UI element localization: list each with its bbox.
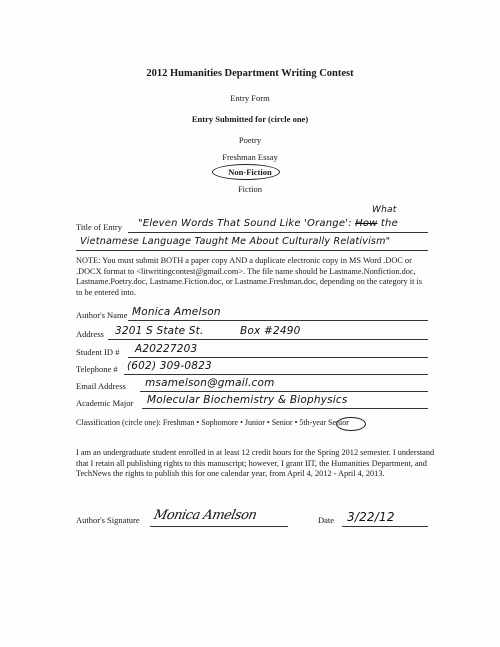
date-line	[342, 526, 428, 527]
title-label: Title of Entry	[76, 222, 122, 232]
contest-title: 2012 Humanities Department Writing Contest	[146, 68, 354, 79]
title-line1-text: "Eleven Words That Sound Like 'Orange':	[138, 218, 352, 229]
email-value[interactable]: msamelson@gmail.com	[145, 377, 275, 389]
date-label: Date	[318, 515, 335, 525]
category-freshman-essay[interactable]: Freshman Essay	[222, 152, 278, 162]
name-value[interactable]: Monica Amelson	[132, 306, 221, 318]
author-signature[interactable]: Monica Amelson	[152, 508, 258, 523]
signature-label: Author's Signature	[76, 515, 140, 525]
telephone-value[interactable]: (602) 309-0823	[127, 360, 212, 372]
eligibility-statement: I am an undergraduate student enrolled in at least 12 credit hours for the Spring 2012 semester. I understand that I retain all publishing rights to this manuscript; however, I grant IIT, the Humanities Department, and TechNews the rights to publish this for one calendar year, from April 4, 2012 - April 4, 2013.	[76, 448, 435, 478]
major-line	[142, 408, 428, 409]
form-label: Entry Form	[230, 93, 270, 103]
title-line1-end: the	[380, 218, 398, 229]
telephone-label: Telephone #	[76, 364, 118, 374]
category-fiction[interactable]: Fiction	[237, 184, 263, 194]
signature-line	[150, 526, 288, 527]
submitted-for-label: Entry Submitted for (circle one)	[191, 114, 309, 124]
classification-options[interactable]: Classification (circle one): Freshman • Sophomore • Junior • Senior • 5th-year Senior	[76, 418, 349, 427]
selected-category-circle	[212, 164, 280, 180]
email-label: Email Address	[76, 381, 126, 391]
name-line	[128, 320, 428, 321]
student-id-line	[128, 357, 428, 358]
student-id-value[interactable]: A20227203	[135, 343, 198, 355]
address-line	[108, 339, 428, 340]
major-value[interactable]: Molecular Biochemistry & Biophysics	[147, 394, 348, 406]
title-strike-word: How	[355, 218, 378, 229]
title-value-line2[interactable]: Vietnamese Language Taught Me About Culturally Relativism"	[80, 236, 391, 247]
title-underline-2	[76, 250, 428, 251]
email-line	[140, 391, 428, 392]
title-insert-word: What	[372, 205, 397, 215]
student-id-label: Student ID #	[76, 347, 120, 357]
selected-classification-circle	[336, 417, 366, 431]
category-non-fiction[interactable]: Non-Fiction	[228, 167, 272, 177]
submission-note: NOTE: You must submit BOTH a paper copy AND a duplicate electronic copy in MS Word .DOC or .DOCX format to <litwritingcontest@gmail.com>. The file name should be Lastname.Nonfiction.doc, Lastname.Poetry.doc, Lastname.Fiction.doc, or Lastname.Freshman.doc, depending on the category it is to be entered into.	[76, 256, 422, 297]
address-value[interactable]: 3201 S State St.	[115, 325, 204, 337]
major-label: Academic Major	[76, 398, 134, 408]
title-underline	[128, 232, 428, 233]
address-label: Address	[76, 329, 104, 339]
name-label: Author's Name	[76, 310, 128, 320]
title-value-line1[interactable]	[138, 218, 398, 229]
box-value[interactable]: Box #2490	[240, 325, 301, 337]
telephone-line	[124, 374, 428, 375]
date-value[interactable]: 3/22/12	[347, 510, 395, 524]
category-poetry[interactable]: Poetry	[238, 135, 262, 145]
